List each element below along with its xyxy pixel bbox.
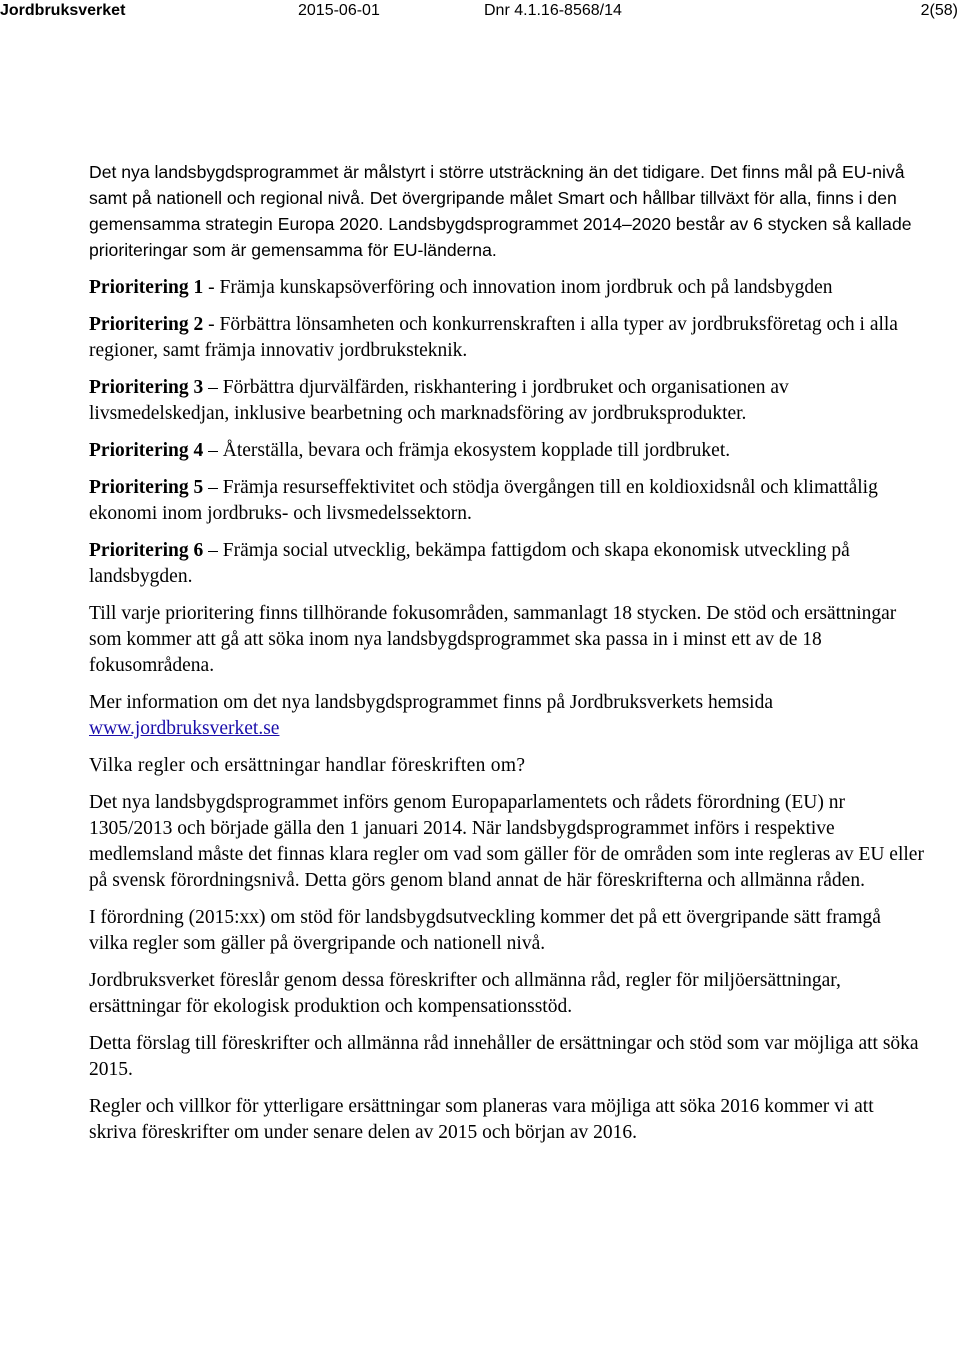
priority-text: – Främja social utvecklig, bekämpa fattigdom och skapa ekonomisk utveckling på landsbygden.: [89, 540, 850, 587]
body-paragraph: Detta förslag till föreskrifter och allmänna råd innehåller de ersättningar och stöd som var möjliga att söka 2015.: [89, 1033, 919, 1080]
document-body: [89, 159, 924, 1157]
header-document-number: Dnr 4.1.16-8568/14: [484, 2, 622, 19]
priority-item: [89, 275, 924, 301]
priority-item: [89, 438, 924, 464]
priority-text: – Förbättra djurvälfärden, riskhantering i jordbruket och organisationen av livsmedelskedjan, inklusive bearbetning och marknadsföring av jordbruksprodukter.: [89, 377, 789, 424]
body-paragraph: Det nya landsbygdsprogrammet införs genom Europaparlamentets och rådets förordning (EU) nr 1305/2013 och började gälla den 1 januari 2014. När landsbygdsprogrammet införs i respektive medlemsland måste det finnas klara regler om vad som gäller för de områden som inte regleras av EU eller på svensk förordningsnivå. Detta görs genom bland annat de här föreskrifterna och allmänna råden.: [89, 792, 924, 891]
header-organization: Jordbruksverket: [0, 2, 126, 19]
priority-text: - Främja kunskapsöverföring och innovation inom jordbruk och på landsbygden: [203, 277, 833, 298]
priority-item: [89, 538, 924, 590]
priority-label: Prioritering 2: [89, 314, 204, 335]
priority-item: [89, 475, 924, 527]
section-question: Vilka regler och ersättningar handlar föreskriften om?: [89, 755, 526, 776]
page-header: [0, 0, 960, 26]
priority-label: Prioritering 3: [89, 377, 204, 398]
intro-paragraph: Det nya landsbygdsprogrammet är målstyrt i större utsträckning än det tidigare. Det finns mål på EU-nivå samt på nationell och regional nivå. Det övergripande målet Smart och hållbar tillväxt för alla, finns i den gemensamma strategin Europa 2020. Landsbygdsprogrammet 2014–2020 består av 6 stycken så kallade prioriteringar som är gemensamma för EU-länderna.: [89, 162, 912, 260]
priority-text: – Främja resurseffektivitet och stödja övergången till en koldioxidsnål och klimattålig ekonomi inom jordbruks- och livsmedelssektorn.: [89, 477, 878, 524]
header-page-number: 2(58): [920, 2, 958, 19]
body-paragraph: Jordbruksverket föreslår genom dessa föreskrifter och allmänna råd, regler för miljöersättningar, ersättningar för ekologisk produktion och kompensationsstöd.: [89, 970, 841, 1017]
more-info-paragraph: [89, 690, 924, 742]
priority-label: Prioritering 4: [89, 440, 204, 461]
focus-areas-paragraph: Till varje prioritering finns tillhörande fokusområden, sammanlagt 18 stycken. De stöd och ersättningar som kommer att gå att söka inom nya landsbygdsprogrammet ska passa in i minst ett av de 18 fokusområdena.: [89, 603, 897, 676]
body-paragraph: Regler och villkor för ytterligare ersättningar som planeras vara möjliga att söka 2016 kommer vi att skriva föreskrifter om under senare delen av 2015 och början av 2016.: [89, 1096, 874, 1143]
header-date: 2015-06-01: [298, 2, 380, 19]
priority-label: Prioritering 5: [89, 477, 204, 498]
priority-item: [89, 375, 924, 427]
priority-text: - Förbättra lönsamheten och konkurrenskraften i alla typer av jordbruksföretag och i alla regioner, samt främja innovativ jordbruksteknik.: [89, 314, 898, 361]
body-paragraph: I förordning (2015:xx) om stöd för landsbygdsutveckling kommer det på ett övergripande sätt framgå vilka regler som gäller på övergripande och nationell nivå.: [89, 907, 881, 954]
priority-label: Prioritering 1: [89, 277, 204, 298]
website-link[interactable]: www.jordbruksverket.se: [89, 718, 280, 739]
more-info-text: Mer information om det nya landsbygdsprogrammet finns på Jordbruksverkets hemsida: [89, 692, 773, 713]
priority-text: – Återställa, bevara och främja ekosystem kopplade till jordbruket.: [203, 440, 731, 461]
priority-item: [89, 312, 924, 364]
priority-label: Prioritering 6: [89, 540, 204, 561]
